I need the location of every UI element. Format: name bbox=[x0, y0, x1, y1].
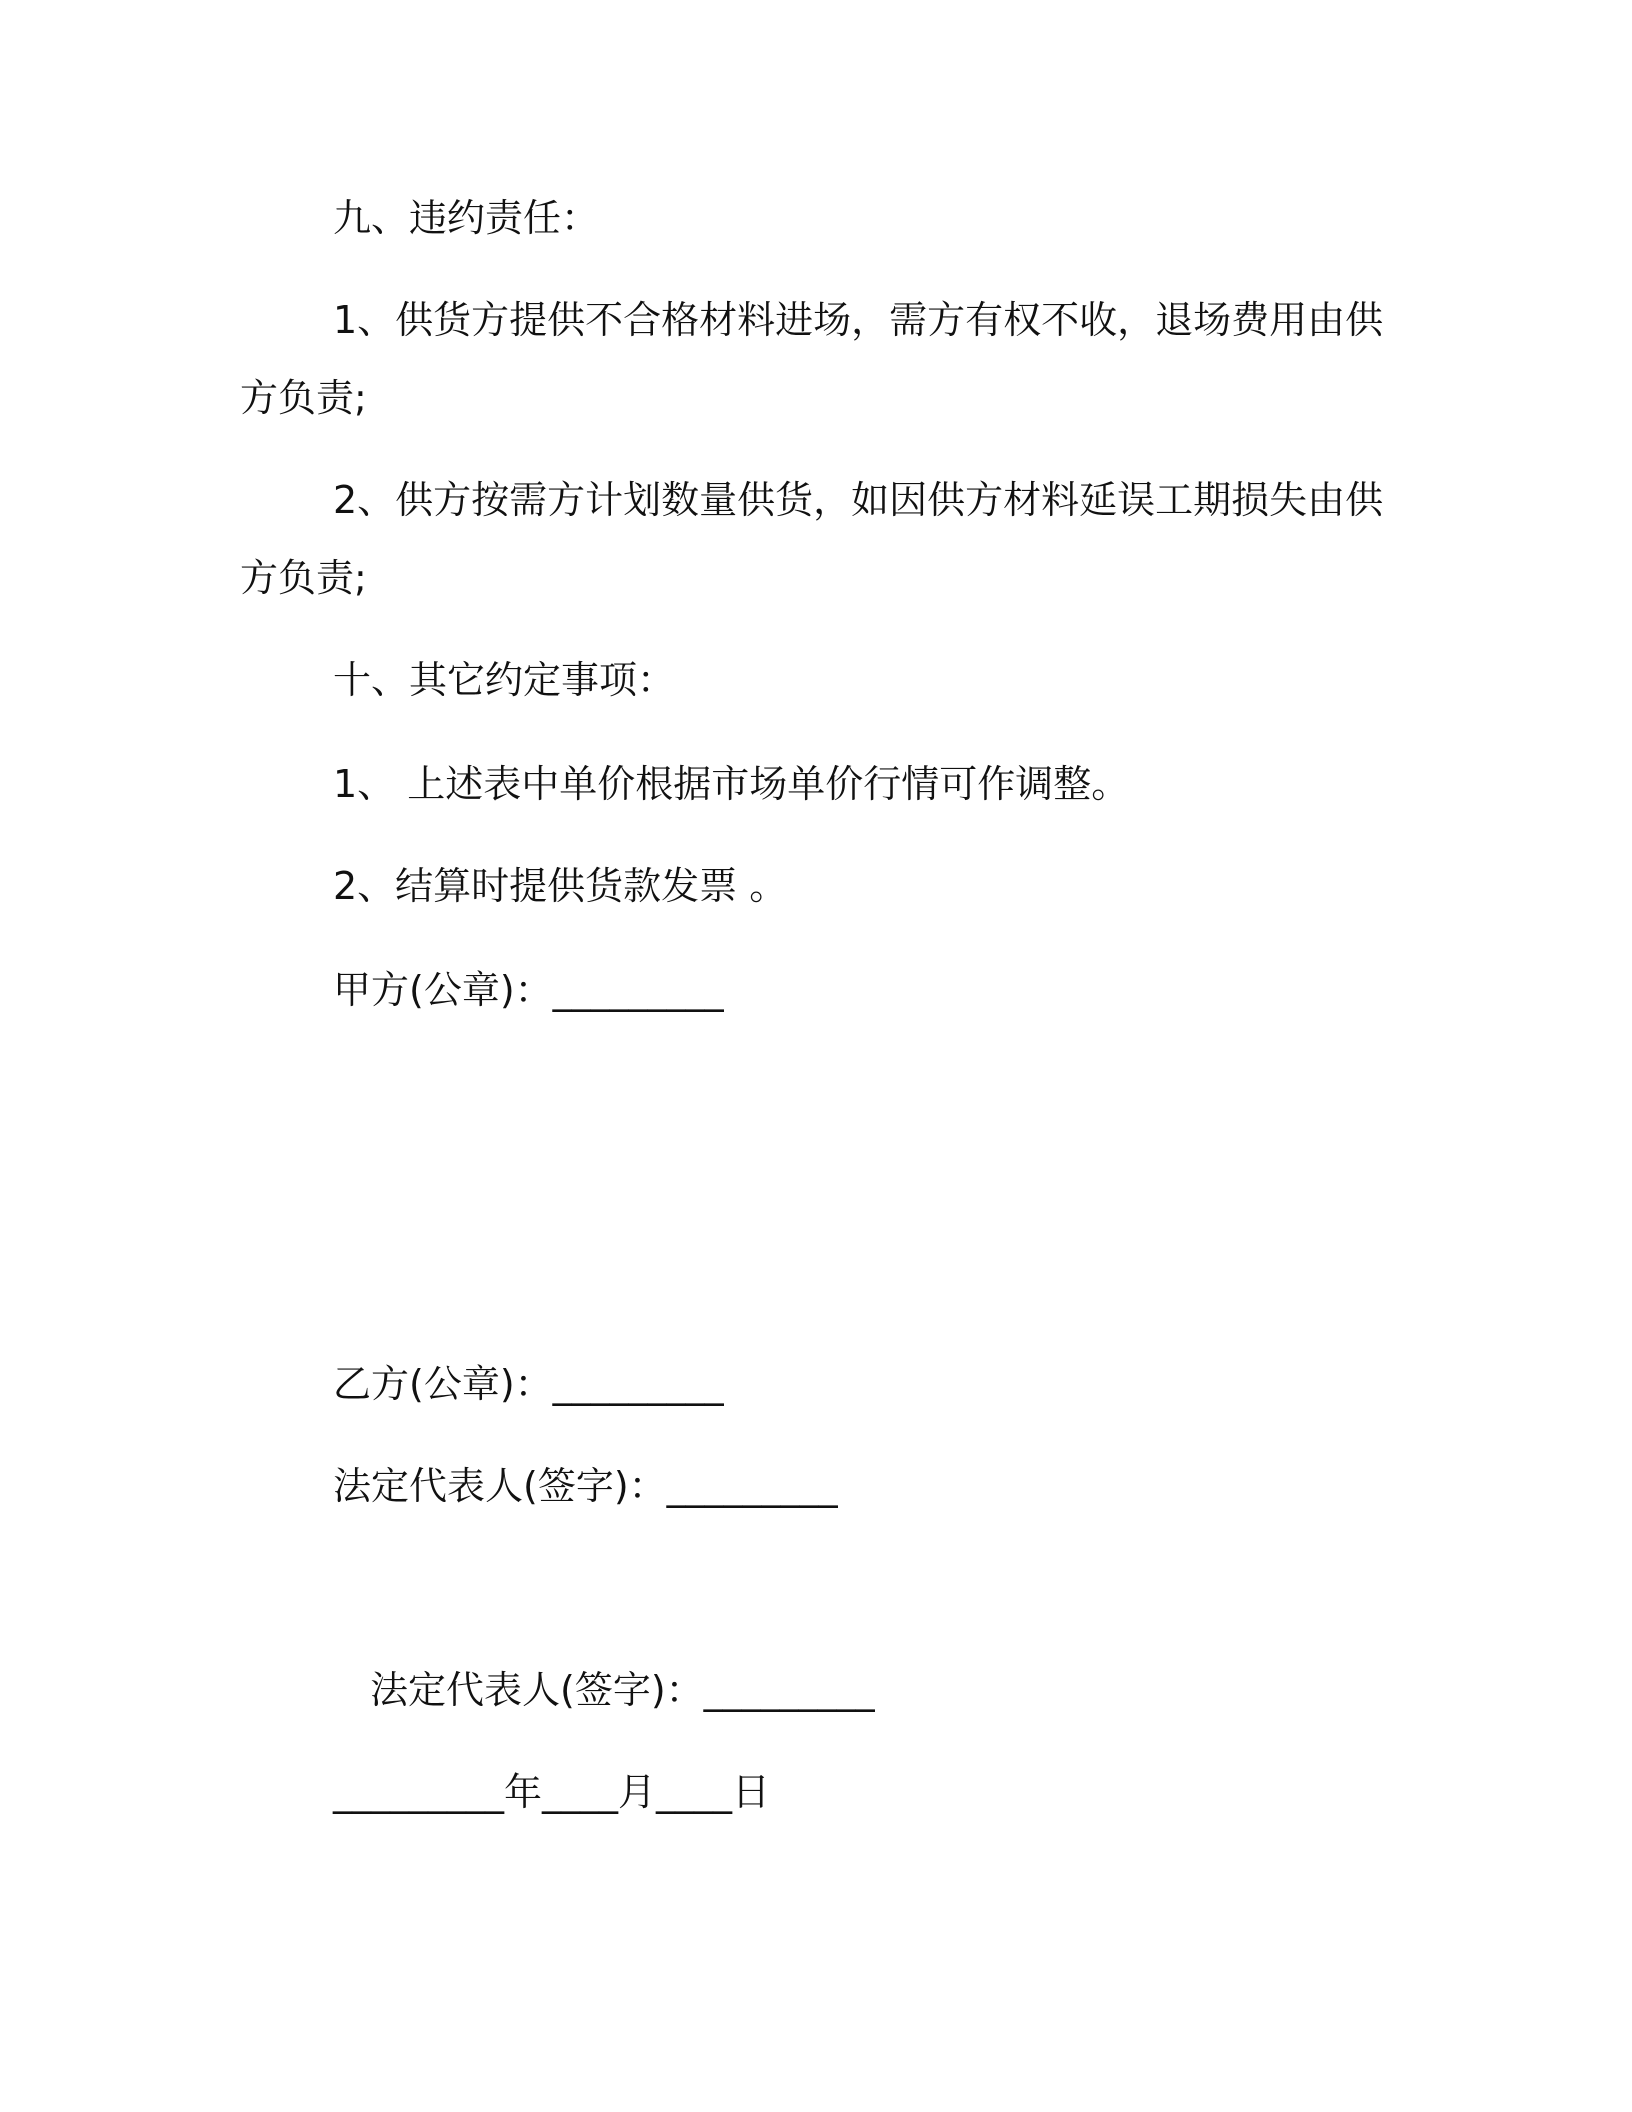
section-10-heading: 十、其它约定事项： bbox=[333, 658, 676, 702]
legal-representative-signature-line-2: 法定代表人(签字)：_________ bbox=[370, 1668, 875, 1712]
party-a-seal-line: 甲方(公章)：_________ bbox=[333, 968, 724, 1012]
section-10-item-2: 2、结算时提供货款发票 。 bbox=[333, 864, 788, 908]
section-10-item-1: 1、 上述表中单价根据市场单价行情可作调整。 bbox=[333, 762, 1130, 806]
section-9-item-1-line-2: 方负责; bbox=[240, 376, 367, 420]
section-9-item-2-line-2: 方负责; bbox=[240, 556, 367, 600]
legal-representative-signature-line-1: 法定代表人(签字)：_________ bbox=[333, 1464, 838, 1508]
party-b-seal-line: 乙方(公章)：_________ bbox=[333, 1362, 724, 1406]
date-line: _________年____月____日 bbox=[333, 1770, 771, 1814]
section-9-item-2-line-1: 2、供方按需方计划数量供货，如因供方材料延误工期损失由供 bbox=[333, 478, 1384, 522]
section-9-heading: 九、违约责任： bbox=[333, 196, 600, 240]
section-9-item-1-line-1: 1、供货方提供不合格材料进场，需方有权不收，退场费用由供 bbox=[333, 298, 1384, 342]
